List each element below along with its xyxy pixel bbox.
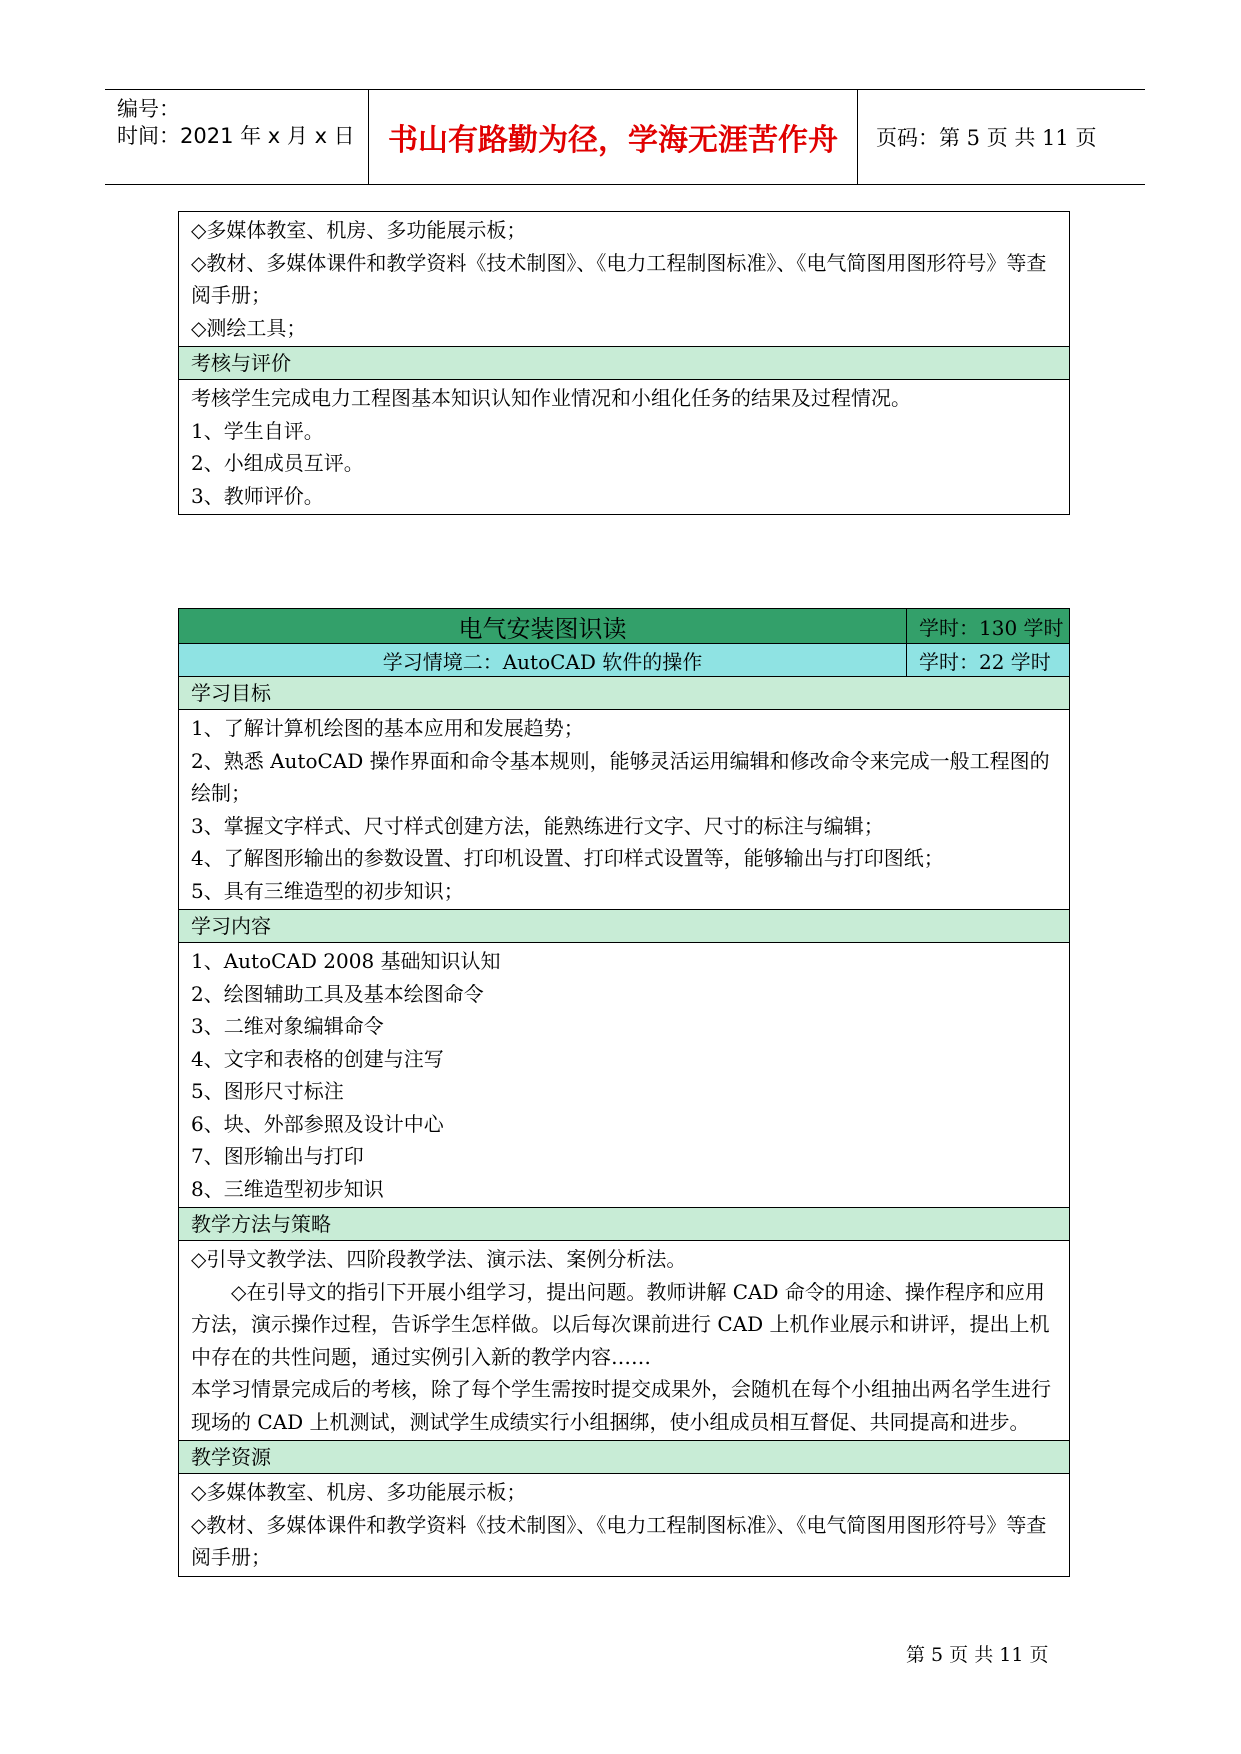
- assessment-line: 2、小组成员互评。: [191, 451, 364, 475]
- goal-item: 5、具有三维造型的初步知识；: [191, 878, 464, 903]
- goals-heading: 学习目标: [179, 677, 1069, 710]
- goal-item: 1、了解计算机绘图的基本应用和发展趋势；: [191, 716, 584, 740]
- method-paragraph: ◇引导文教学法、四阶段教学法、演示法、案例分析法。: [191, 1247, 687, 1271]
- method-paragraph: ◇在引导文的指引下开展小组学习，提出问题。教师讲解 CAD 命令的用途、操作程序和应用方法，演示操作过程，告诉学生怎样做。以后每次课前进行 CAD 上机作业展示和讲评，提出上机中存在的共性问题，通过实例引入新的教学内容……: [191, 1279, 1050, 1369]
- assessment-line: 3、教师评价。: [191, 483, 324, 508]
- assessment-body: [179, 380, 1069, 514]
- resource-line: ◇多媒体教室、机房、多功能展示板；: [191, 1480, 527, 1504]
- goal-item: 2、熟悉 AutoCAD 操作界面和命令基本规则，能够灵活运用编辑和修改命令来完成一般工程图的绘制；: [191, 748, 1050, 805]
- resource-line: ◇测绘工具；: [191, 315, 307, 340]
- content-item: 8、三维造型初步知识: [191, 1176, 384, 1201]
- content-heading: 学习内容: [179, 909, 1069, 943]
- course-table: [178, 608, 1070, 1577]
- goal-item: 4、了解图形输出的参数设置、打印机设置、打印样式设置等，能够输出与打印图纸；: [191, 846, 944, 870]
- content-item: 4、文字和表格的创建与注写: [191, 1046, 444, 1071]
- content-item: 3、二维对象编辑命令: [191, 1014, 384, 1038]
- number-label: 编号：: [117, 97, 180, 121]
- goals-body: [179, 710, 1069, 909]
- methods-heading: 教学方法与策略: [179, 1207, 1069, 1241]
- resource-line: ◇教材、多媒体课件和教学资料《技术制图》、《电力工程制图标准》、《电气简图用图形符号》等查阅手册；: [191, 250, 1047, 307]
- page-label: 页码：第 5 页 共 11 页: [876, 126, 1097, 150]
- page-header: [105, 89, 1145, 185]
- situation-hours: 学时：22 学时: [919, 649, 1051, 674]
- assessment-heading: 考核与评价: [179, 346, 1069, 380]
- content-item: 7、图形输出与打印: [191, 1144, 364, 1168]
- resources-body: [179, 212, 1069, 346]
- motto: 书山有路勤为径，学海无涯苦作舟: [369, 90, 858, 184]
- method-paragraph: 本学习情景完成后的考核，除了每个学生需按时提交成果外，会随机在每个小组抽出两名学生进行现场的 CAD 上机测试，测试学生成绩实行小组捆绑，使小组成员相互督促、共同提高和进步。: [191, 1377, 1051, 1434]
- content-item: 5、图形尺寸标注: [191, 1079, 344, 1103]
- content-item: 1、AutoCAD 2008 基础知识认知: [191, 949, 501, 973]
- assessment-line: 考核学生完成电力工程图基本知识认知作业情况和小组化任务的结果及过程情况。: [191, 386, 911, 410]
- assessment-line: 1、学生自评。: [191, 418, 324, 443]
- methods-body: [179, 1241, 1069, 1440]
- goal-item: 3、掌握文字样式、尺寸样式创建方法，能熟练进行文字、尺寸的标注与编辑；: [191, 813, 884, 838]
- situation-title: 学习情境二：AutoCAD 软件的操作: [179, 644, 907, 676]
- resources-heading: 教学资源: [179, 1440, 1069, 1474]
- situation-row: [179, 644, 1069, 677]
- content-item: 2、绘图辅助工具及基本绘图命令: [191, 981, 484, 1006]
- course-title: 电气安装图识读: [179, 609, 907, 643]
- course-title-row: [179, 609, 1069, 644]
- content-body: [179, 943, 1069, 1207]
- resource-line: ◇教材、多媒体课件和教学资料《技术制图》、《电力工程制图标准》、《电气简图用图形符号》等查阅手册；: [191, 1512, 1047, 1569]
- table-continuation: [178, 211, 1070, 515]
- content-item: 6、块、外部参照及设计中心: [191, 1111, 444, 1136]
- resources-body-2: [179, 1474, 1069, 1576]
- course-hours: 学时：130 学时: [919, 615, 1064, 640]
- resource-line: ◇多媒体教室、机房、多功能展示板；: [191, 218, 527, 242]
- time-label: 时间：2021 年 x 月 x 日: [117, 124, 355, 148]
- header-left: [105, 90, 369, 184]
- page-footer: 第 5 页 共 11 页: [906, 1644, 1049, 1666]
